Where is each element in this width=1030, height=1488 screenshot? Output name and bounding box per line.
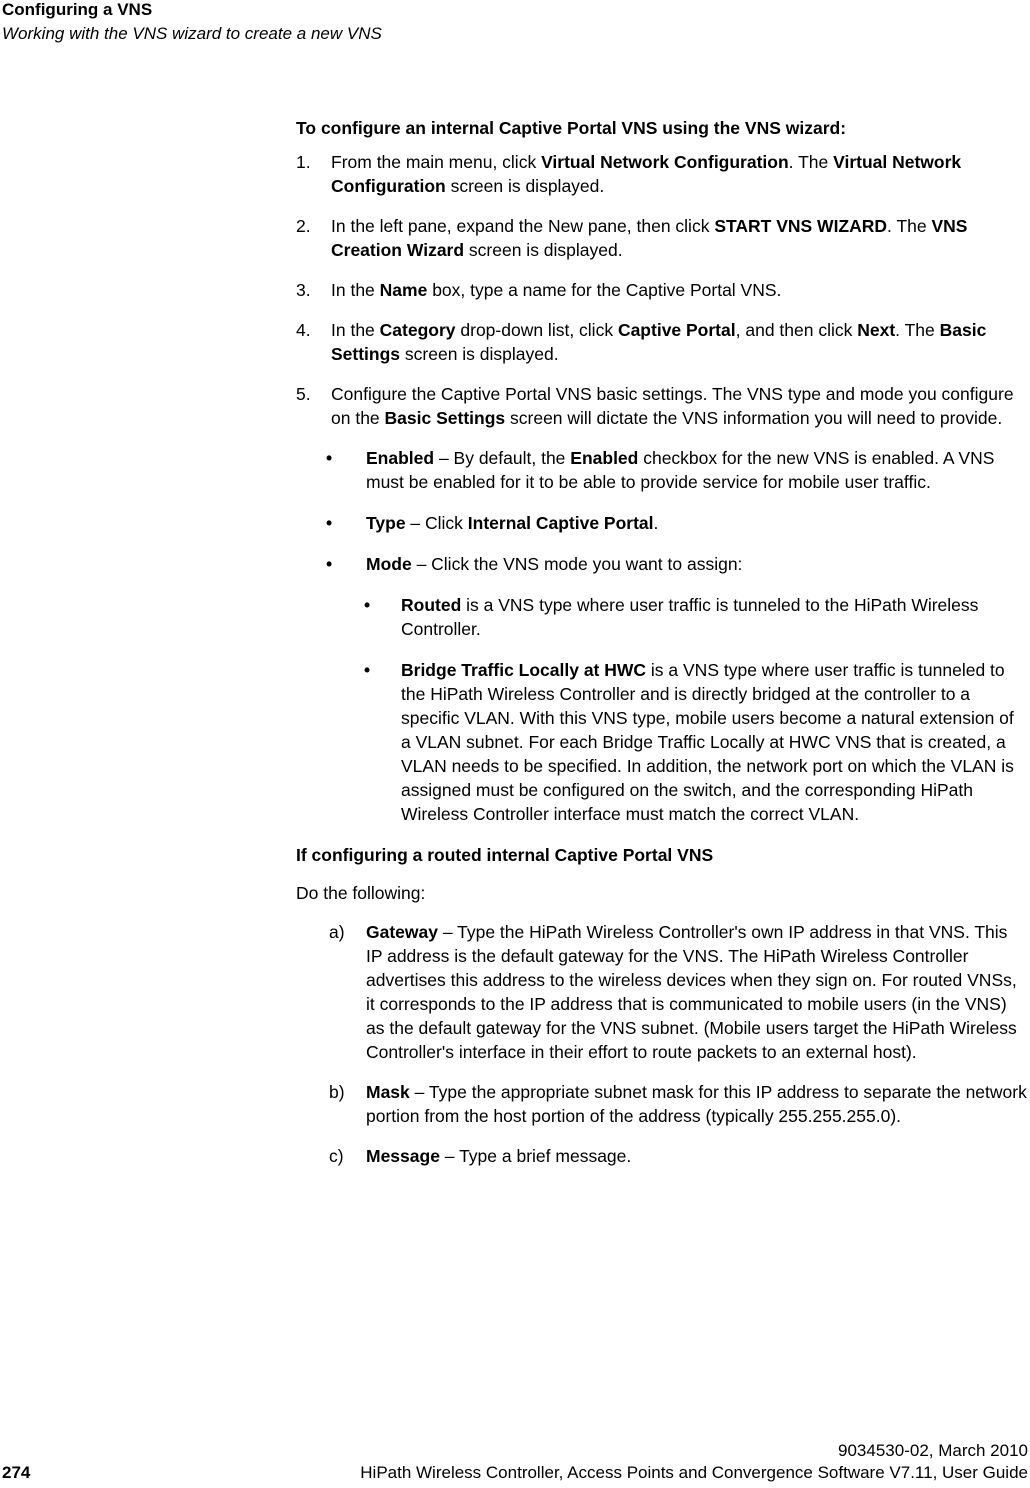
ui-term: Enabled: [366, 448, 435, 468]
step-text: screen is displayed.: [445, 176, 605, 196]
item-text: – Type a brief message.: [439, 1146, 632, 1166]
step-text: From the main menu, click: [331, 152, 542, 172]
page-footer: [2, 1440, 1028, 1484]
step-text: Configure the Captive Portal VNS basic settings. The VNS type and mode you configure on the: [331, 384, 1014, 428]
step-text: drop-down list, click: [455, 320, 618, 340]
ui-term: Routed: [401, 595, 462, 615]
item-letter: a): [329, 922, 345, 942]
step-1: [296, 150, 1028, 198]
bullet-icon: •: [364, 595, 371, 615]
chapter-title: Configuring a VNS: [2, 0, 153, 19]
subbullet-routed: [296, 593, 1028, 641]
step-number: 3.: [296, 280, 311, 300]
step-text: . The: [887, 216, 932, 236]
bullet-text: is a VNS type where user traffic is tunneled to the HiPath Wireless Controller.: [401, 595, 979, 639]
ui-term: START VNS WIZARD: [714, 216, 888, 236]
step-5: [296, 382, 1028, 430]
ui-term: Enabled: [570, 448, 639, 468]
step-text: screen is displayed.: [400, 344, 559, 364]
ui-term: Gateway: [366, 922, 438, 942]
page-header: [2, 0, 382, 44]
document-id: 9034530-02, March 2010: [838, 1441, 1028, 1460]
intro-paragraph: Do the following:: [296, 883, 426, 903]
subbullet-bridge: [296, 658, 1028, 826]
bullet-text: checkbox for the new VNS is enabled. A VNS must be enabled for it to be able to provide service for mobile user traffic.: [366, 448, 995, 492]
ui-term: Internal Captive Portal: [467, 513, 654, 533]
step-text: screen will dictate the VNS information you will need to provide.: [505, 408, 1003, 428]
ui-term: Captive Portal: [617, 320, 736, 340]
step-text: . The: [895, 320, 940, 340]
procedure-title: To configure an internal Captive Portal VNS using the VNS wizard:: [296, 118, 847, 138]
ui-term: Category: [379, 320, 456, 340]
item-gateway: [296, 920, 1028, 1064]
bullet-text: .: [653, 513, 659, 533]
guide-title: HiPath Wireless Controller, Access Points and Convergence Software V7.11, User Guide: [360, 1463, 1028, 1482]
item-letter: b): [329, 1082, 345, 1102]
item-text: – Type the HiPath Wireless Controller's own IP address in that VNS. This IP address is the default gateway for the VNS. The HiPath Wireless Controller advertises this address to the wireless devices when they sign on. For routed VNSs, it corresponds to the IP address that is communicated to mobile users (in the VNS) as the default gateway for the VNS subnet. (Mobile users target the HiPath Wireless Controller's interface in their effort to route packets to an external host).: [366, 922, 1017, 1062]
item-message: [296, 1144, 1028, 1168]
bullet-type: [296, 511, 1028, 535]
step-3: [296, 278, 1028, 302]
ui-term: Basic Settings: [331, 320, 987, 364]
ui-term: Virtual Network Configuration: [331, 152, 962, 196]
step-number: 1.: [296, 152, 311, 172]
ui-term: Mask: [366, 1082, 410, 1102]
section-title: Working with the VNS wizard to create a new VNS: [2, 24, 382, 43]
ui-term: Message: [366, 1146, 440, 1166]
routed-heading: If configuring a routed internal Captive Portal VNS: [296, 845, 714, 865]
ui-term: Virtual Network Configuration: [541, 152, 789, 172]
bullet-text: – Click: [405, 513, 468, 533]
step-number: 5.: [296, 384, 311, 404]
bullet-mode: [296, 552, 1028, 576]
bullet-icon: •: [326, 448, 333, 468]
bullet-icon: •: [326, 513, 333, 533]
ui-term: Bridge Traffic Locally at HWC: [401, 660, 647, 680]
ui-term: Basic Settings: [384, 408, 506, 428]
footer-row: [2, 1462, 1028, 1484]
step-number: 2.: [296, 216, 311, 236]
ui-term: Name: [379, 280, 428, 300]
main-content: [296, 116, 1028, 1184]
bullet-text: is a VNS type where user traffic is tunneled to the HiPath Wireless Controller and is directly bridged at the controller to a specific VLAN. With this VNS type, mobile users become a natural extension of a VLAN subnet. For each Bridge Traffic Locally at HWC VNS that is created, a VLAN needs to be specified. In addition, the network port on which the VLAN is assigned must be configured on the switch, and the corresponding HiPath Wireless Controller interface must match the correct VLAN.: [401, 660, 1014, 824]
item-mask: [296, 1080, 1028, 1128]
ui-term: Next: [857, 320, 896, 340]
item-text: – Type the appropriate subnet mask for this IP address to separate the network portion from the host portion of the address (typically 255.255.255.0).: [366, 1082, 1027, 1126]
step-2: [296, 214, 1028, 262]
step-text: . The: [788, 152, 834, 172]
bullet-enabled: [296, 446, 1028, 494]
ui-term: Type: [366, 513, 406, 533]
bullet-icon: •: [364, 660, 371, 680]
bullet-icon: •: [326, 554, 333, 574]
step-number: 4.: [296, 320, 311, 340]
ui-term: Mode: [366, 554, 412, 574]
item-letter: c): [329, 1146, 344, 1166]
step-text: In the: [331, 280, 380, 300]
bullet-text: – Click the VNS mode you want to assign:: [411, 554, 743, 574]
step-text: , and then click: [735, 320, 858, 340]
bullet-text: – By default, the: [434, 448, 571, 468]
ui-term: VNS Creation Wizard: [331, 216, 968, 260]
step-text: In the left pane, expand the New pane, then click: [331, 216, 715, 236]
step-4: [296, 318, 1028, 366]
page-number: 274: [2, 1463, 31, 1482]
step-text: In the: [331, 320, 380, 340]
step-text: screen is displayed.: [464, 240, 623, 260]
step-text: box, type a name for the Captive Portal VNS.: [427, 280, 782, 300]
